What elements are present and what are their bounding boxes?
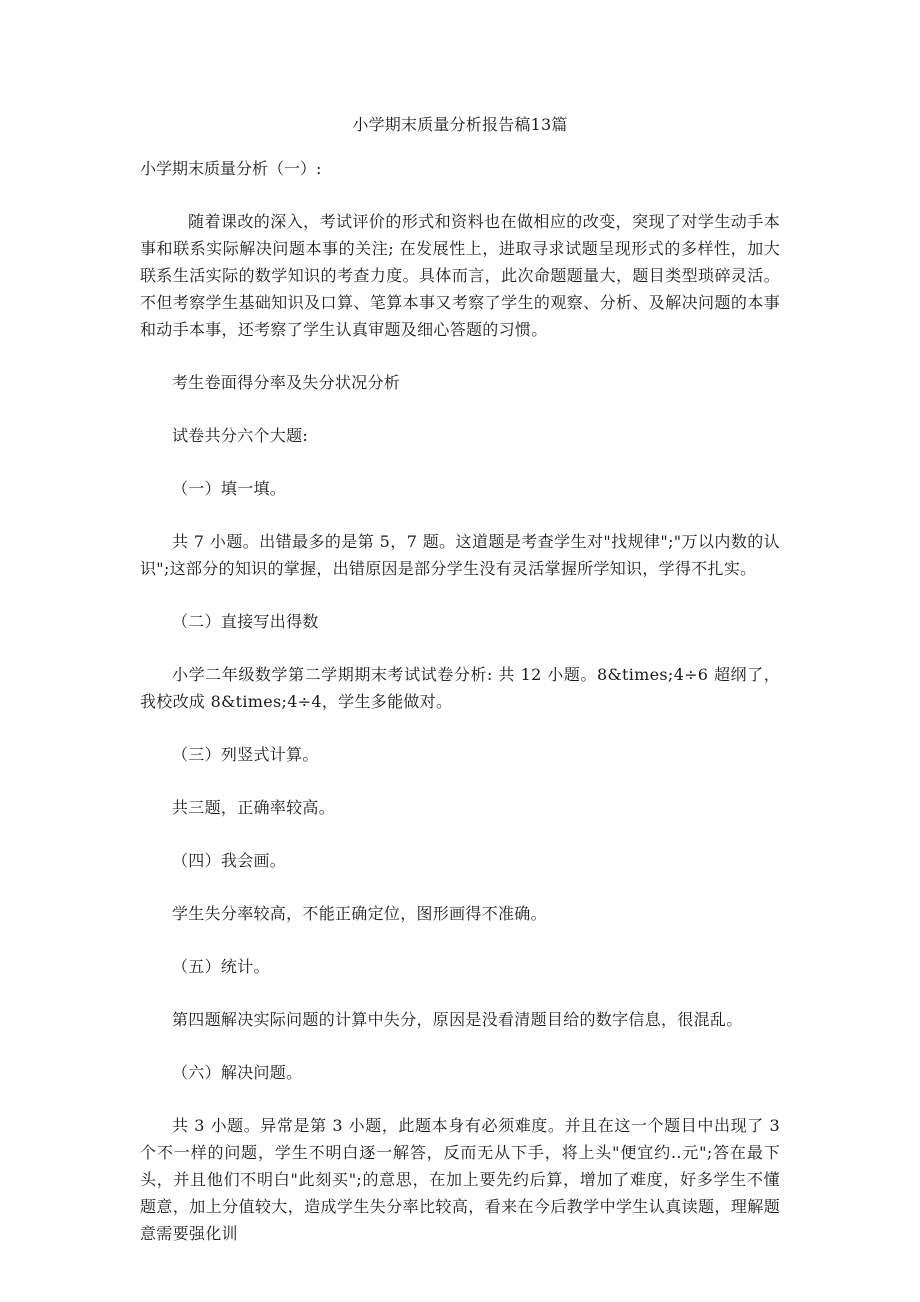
exam-structure-line: 试卷共分六个大题: bbox=[172, 426, 309, 445]
document-title: 小学期末质量分析报告稿13篇 bbox=[352, 115, 568, 134]
section-heading: 小学期末质量分析（一）: bbox=[140, 159, 322, 178]
part-one-analysis: 共 7 小题。出错最多的是第 5，7 题。这道题是考查学生对"找规律";"万以内数的认识";这部分的知识的掌握，出错原因是部分学生没有灵活掌握所学知识，学得不扎实。 bbox=[140, 532, 780, 578]
analysis-heading: 考生卷面得分率及失分状况分析 bbox=[172, 373, 401, 392]
part-four-heading: （四）我会画。 bbox=[172, 851, 287, 870]
part-one-heading: （一）填一填。 bbox=[172, 479, 287, 498]
part-three-heading: （三）列竖式计算。 bbox=[172, 745, 319, 764]
part-five-heading: （五）统计。 bbox=[172, 957, 270, 976]
part-six-analysis: 共 3 小题。异常是第 3 小题，此题本身有必须难度。并且在这一个题目中出现了 3 个不一样的问题，学生不明白逐一解答，反而无从下手，将上头"便宜约..元";答在最下头，并且他们不明白"此刻买";的意思，在加上要先约后算，增加了难度，好多学生不懂题意，加上分值较大，造成学生失分率比较高，看来在今后教学中学生认真读题，理解题意需要强化训 bbox=[140, 1116, 780, 1243]
part-four-analysis: 学生失分率较高，不能正确定位，图形画得不准确。 bbox=[172, 904, 547, 923]
part-five-analysis: 第四题解决实际问题的计算中失分，原因是没看清题目给的数字信息，很混乱。 bbox=[172, 1010, 743, 1029]
part-six-heading: （六）解决问题。 bbox=[172, 1063, 303, 1082]
intro-paragraph: 随着课改的深入，考试评价的形式和资料也在做相应的改变，突现了对学生动手本事和联系实际解决问题本事的关注; 在发展性上，进取寻求试题呈现形式的多样性，加大联系生活实际的数学知识的考查力度。具体而言，此次命题题量大，题目类型琐碎灵活。不但考察学生基础知识及口算、笔算本事又考察了学生的观察、分析、及解决问题的本事和动手本事，还考察了学生认真审题及细心答题的习惯。 bbox=[140, 212, 780, 339]
document-body bbox=[140, 112, 780, 1247]
part-three-analysis: 共三题，正确率较高。 bbox=[172, 798, 336, 817]
part-two-heading: （二）直接写出得数 bbox=[172, 612, 319, 631]
part-two-analysis: 小学二年级数学第二学期期末考试试卷分析: 共 12 小题。8&times;4÷6 超纲了，我校改成 8&times;4÷4，学生多能做对。 bbox=[140, 665, 780, 711]
